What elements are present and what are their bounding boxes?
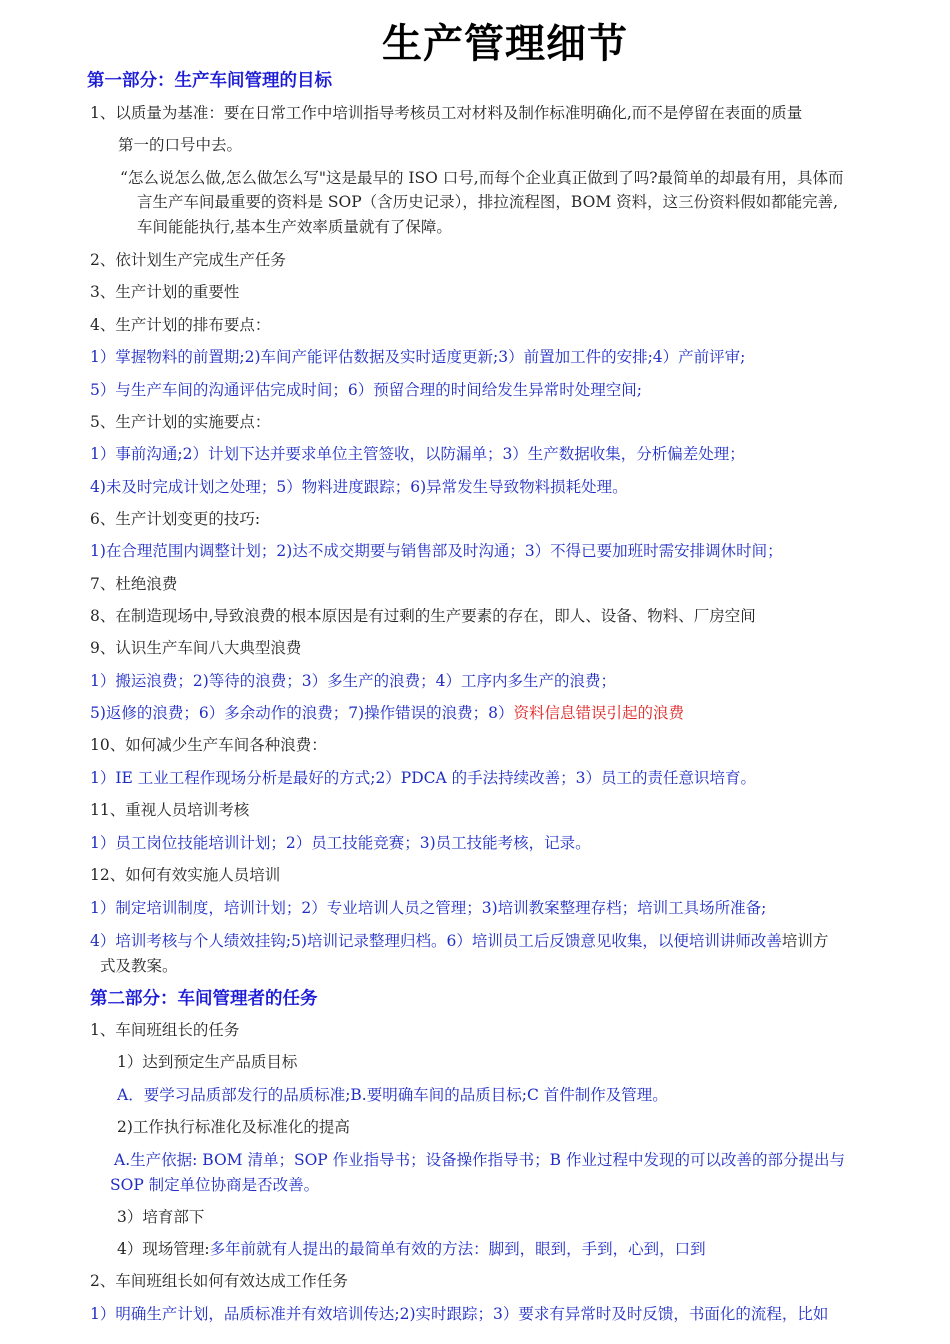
part1-item12-detail1: 1）制定培训制度，培训计划；2）专业培训人员之管理；3)培训教案整理存档；培训工具场所准备; (90, 899, 767, 917)
part1-item7: 7、杜绝浪费 (90, 575, 178, 593)
part1-item8: 8、在制造现场中,导致浪费的根本原因是有过剩的生产要素的存在，即人、设备、物料、厂房空间 (90, 607, 756, 625)
part2-item2: 2、车间班组长如何有效达成工作任务 (90, 1272, 348, 1290)
part2-sub4 (117, 1237, 706, 1261)
part1-item4: 4、生产计划的排布要点： (90, 316, 271, 334)
part1-item1-line2: 第一的口号中去。 (118, 136, 243, 154)
part1-item12-detail3: 式及教案。 (100, 957, 178, 975)
part1-quote-line3: 车间能能执行,基本生产效率质量就有了保障。 (137, 218, 452, 236)
part2-sub2-detail2: SOP 制定单位协商是否改善。 (110, 1176, 320, 1194)
item12-detail2-blue: 4）培训考核与个人绩效挂钩;5)培训记录整理归档。6）培训员工后反馈意见收集，以便培训讲师改善 (90, 932, 782, 950)
part2-sub3: 3）培育部下 (117, 1208, 205, 1226)
part1-item1-line1: 1、以质量为基准：要在日常工作中培训指导考核员工对材料及制作标准明确化,而不是停留在表面的质量 (90, 104, 803, 122)
part1-item4-detail2: 5）与生产车间的沟通评估完成时间；6）预留合理的时间给发生异常时处理空间; (90, 381, 642, 399)
part1-item3: 3、生产计划的重要性 (90, 283, 240, 301)
part1-quote-line1: “怎么说怎么做,怎么做怎么写"这是最早的 ISO 口号,而每个企业真正做到了吗?最简单的却最有用，具体而 (120, 169, 844, 187)
document-title: 生产管理细节 (382, 21, 628, 67)
part1-item6-detail1: 1)在合理范围内调整计划；2)达不成交期要与销售部及时沟通；3）不得已要加班时需安排调休时间； (90, 542, 783, 560)
part1-quote-line2: 言生产车间最重要的资料是 SOP（含历史记录），排拉流程图，BOM 资料，这三份资料假如都能完善, (137, 193, 839, 211)
part1-item10: 10、如何减少生产车间各种浪费： (90, 736, 327, 754)
item9-detail2-red: 资料信息错误引起的浪费 (513, 704, 685, 722)
part1-item5-detail2: 4)未及时完成计划之处理；5）物料进度跟踪；6)异常发生导致物料损耗处理。 (90, 478, 628, 496)
part1-item9-detail2 (90, 701, 684, 725)
part1-item4-detail1: 1）掌握物料的前置期;2)车间产能评估数据及实时适度更新;3）前置加工件的安排;4）产前评审; (90, 348, 746, 366)
part1-item11-detail1: 1）员工岗位技能培训计划；2）员工技能竞赛；3)员工技能考核，记录。 (90, 834, 591, 852)
sub4-black: 4）现场管理: (117, 1240, 210, 1258)
part1-item6: 6、生产计划变更的技巧: (90, 510, 261, 528)
item12-detail2-black: 培训方 (781, 932, 829, 950)
part1-item9-detail1: 1）搬运浪费；2)等待的浪费；3）多生产的浪费；4）工序内多生产的浪费； (90, 672, 616, 690)
part1-item11: 11、重视人员培训考核 (90, 801, 250, 819)
part1-heading: 第一部分：生产车间管理的目标 (87, 71, 332, 91)
part1-item12-detail2 (90, 929, 828, 953)
part2-sub2: 2)工作执行标准化及标准化的提高 (117, 1118, 350, 1136)
part2-heading: 第二部分：车间管理者的任务 (90, 989, 318, 1009)
part2-item1: 1、车间班组长的任务 (90, 1021, 240, 1039)
part1-item5: 5、生产计划的实施要点： (90, 413, 271, 431)
part2-sub1: 1）达到预定生产品质目标 (117, 1053, 298, 1071)
sub4-blue: 多年前就有人提出的最简单有效的方法：脚到，眼到，手到，心到，口到 (209, 1240, 706, 1258)
part1-item10-detail1: 1）IE 工业工程作现场分析是最好的方式;2）PDCA 的手法持续改善；3）员工的责任意识培育。 (90, 769, 757, 787)
part2-item2-detail1: 1）明确生产计划，品质标准并有效培训传达;2)实时跟踪；3）要求有异常时及时反馈，书面化的流程，比如 (90, 1305, 829, 1323)
part2-sub1-detail: A．要学习品质部发行的品质标准;B.要明确车间的品质目标;C 首件制作及管理。 (117, 1086, 668, 1104)
part1-item12: 12、如何有效实施人员培训 (90, 866, 281, 884)
part1-item5-detail1: 1）事前沟通;2）计划下达并要求单位主管签收，以防漏单；3）生产数据收集，分析偏差处理； (90, 445, 745, 463)
item9-detail2-blue: 5)返修的浪费；6）多余动作的浪费；7)操作错误的浪费；8） (90, 704, 514, 722)
part1-item2: 2、依计划生产完成生产任务 (90, 251, 286, 269)
part2-sub2-detail1: A.生产依据: BOM 清单；SOP 作业指导书；设备操作指导书；B 作业过程中发现的可以改善的部分提出与 (114, 1151, 845, 1169)
part1-item9: 9、认识生产车间八大典型浪费 (90, 639, 302, 657)
